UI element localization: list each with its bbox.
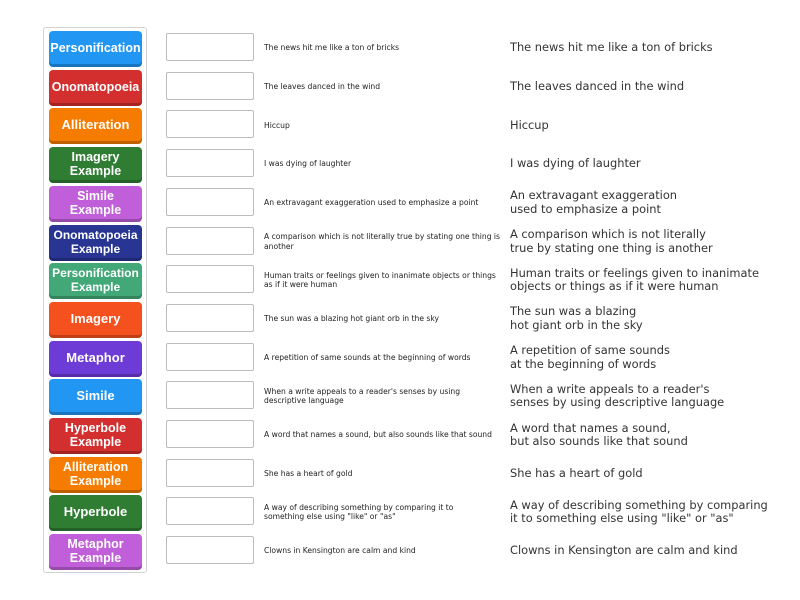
tile-label: Alliteration Example [62,459,129,488]
prompt-text-large: Human traits or feelings given to inanimate objects or things as if it were human [510,265,759,294]
match-row [0,32,800,64]
match-row [0,342,800,374]
prompt-text-large: She has a heart of gold [510,465,643,480]
prompt-text: Hiccup [264,120,290,130]
match-row [0,303,800,335]
prompt-text: A comparison which is not literally true by stating one thing is another [264,232,501,251]
drop-zone[interactable] [166,420,254,448]
tile-label: Imagery [70,310,121,326]
match-row [0,535,800,567]
prompt-text: A repetition of same sounds at the beginning of words [264,352,471,362]
prompt-text: She has a heart of gold [264,468,353,478]
drop-zone[interactable] [166,536,254,564]
prompt-text-large: Clowns in Kensington are calm and kind [510,543,738,558]
match-row [0,109,800,141]
drop-zone[interactable] [166,188,254,216]
prompt-text: An extravagant exaggeration used to emphasize a point [264,198,479,208]
prompt-text: The news hit me like a ton of bricks [264,43,400,53]
drop-zone[interactable] [166,72,254,100]
match-row [0,148,800,180]
prompt-text-large: A repetition of same sounds at the beginning of words [510,343,670,371]
drop-zone[interactable] [166,265,254,293]
prompt-text: A word that names a sound, but also sounds like that sound [264,430,492,440]
tile-label: Personification Example [52,266,139,295]
drop-zone[interactable] [166,343,254,371]
match-row [0,264,800,296]
prompt-text-large: I was dying of laughter [510,156,641,171]
prompt-text-large: The news hit me like a ton of bricks [510,40,713,55]
match-row [0,380,800,412]
prompt-text-large: A comparison which is not literally true by stating one thing is another [510,227,713,255]
match-row [0,187,800,219]
prompt-text: The sun was a blazing hot giant orb in the sky [264,314,439,324]
prompt-text: A way of describing something by comparing it to something else using "like" or "as" [264,502,454,522]
match-row [0,419,800,451]
prompt-text-large: Hiccup [510,117,549,132]
tile-label: Metaphor Example [67,537,124,566]
prompt-text: When a write appeals to a reader's senses by using descriptive language [264,386,461,406]
tile-label: Alliteration [61,117,130,133]
tile-label: Simile Example [69,188,122,217]
drop-zone[interactable] [166,227,254,255]
prompt-text: Human traits or feelings given to inanimate objects or things as if it were human [264,270,496,290]
prompt-text-large: A way of describing something by comparing it to something else using "like" or "as" [510,497,768,526]
match-row [0,496,800,528]
prompt-text-large: The sun was a blazing hot giant orb in the sky [510,304,643,332]
drop-zone[interactable] [166,304,254,332]
drop-zone[interactable] [166,459,254,487]
tile-label: Hyperbole [63,504,128,520]
match-row [0,458,800,490]
tile-label: Simile [76,388,115,404]
prompt-text: Clowns in Kensington are calm and kind [264,546,416,556]
tile-label: Metaphor [66,349,125,365]
prompt-text: I was dying of laughter [264,159,352,169]
prompt-text-large: An extravagant exaggeration used to emphasize a point [510,188,678,216]
match-row [0,71,800,103]
tile-label: Hyperbole Example [64,421,127,449]
match-row [0,226,800,258]
prompt-text: The leaves danced in the wind [264,81,381,91]
drop-zone[interactable] [166,381,254,409]
prompt-text-large: A word that names a sound, but also sounds like that sound [510,420,688,448]
drop-zone[interactable] [166,110,254,138]
drop-zone[interactable] [166,149,254,177]
tile-label: Onomatopoeia [51,79,140,94]
prompt-text-large: The leaves danced in the wind [510,78,685,93]
prompt-text-large: When a write appeals to a reader's senses by using descriptive language [510,381,725,410]
drop-zone[interactable] [166,33,254,61]
drop-zone[interactable] [166,497,254,525]
tile-label: Imagery Example [69,150,122,179]
tile-label: Onomatopoeia Example [53,227,138,256]
tile-label: Personification [50,41,141,55]
